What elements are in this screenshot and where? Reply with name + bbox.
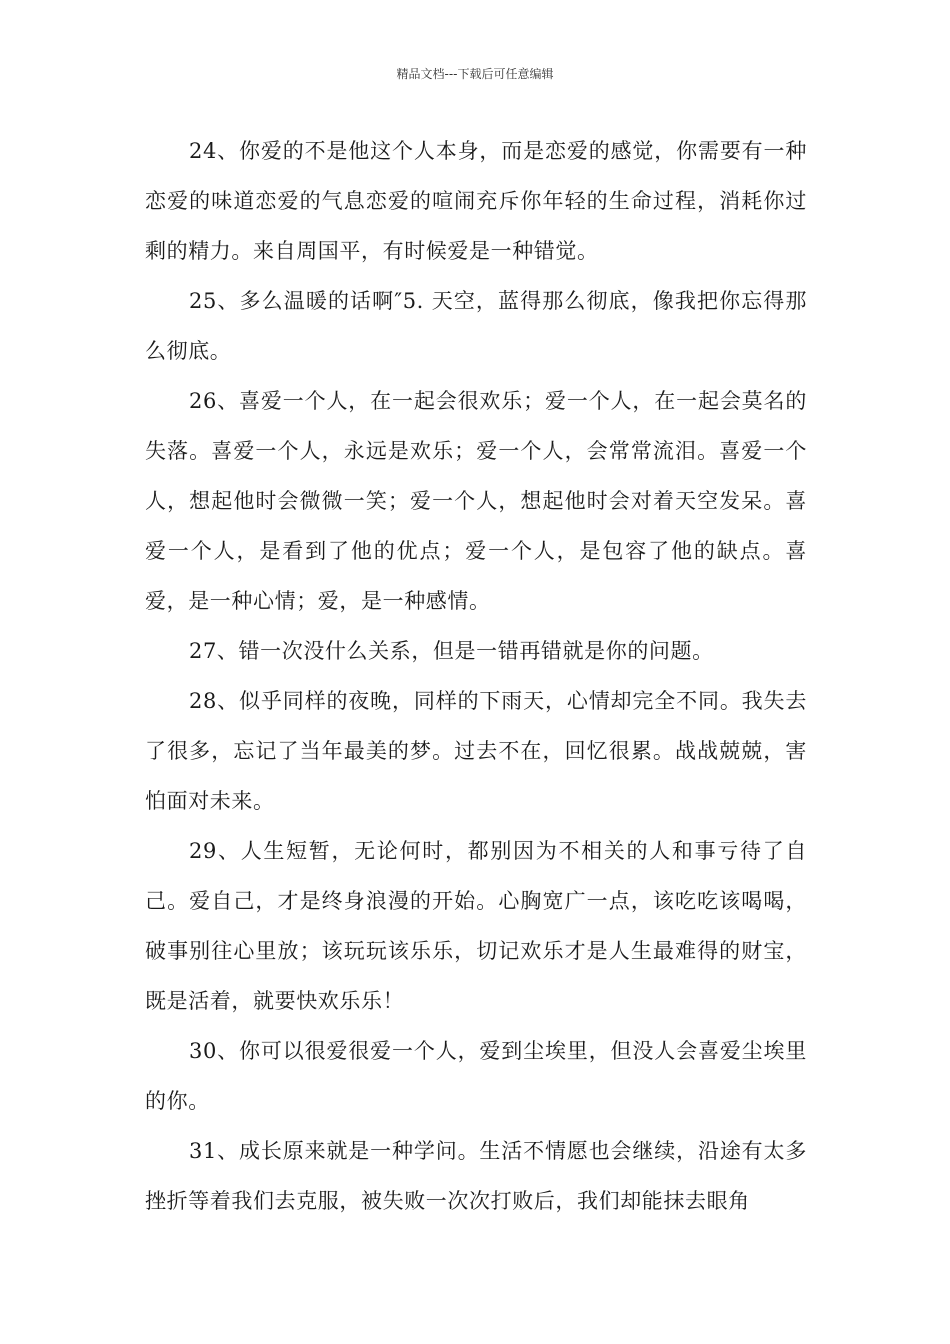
paragraph-31: 31、成长原来就是一种学问。生活不情愿也会继续，沿途有太多挫折等着我们去克服，被失败一次次打败后，我们却能抹去眼角 [145,1139,807,1213]
paragraph-24: 24、你爱的不是他这个人本身，而是恋爱的感觉，你需要有一种恋爱的味道恋爱的气息恋爱的喧闹充斥你年轻的生命过程，消耗你过剩的精力。来自周国平，有时候爱是一种错觉。 [145,139,807,263]
document-body [145,126,807,1226]
paragraph-30: 30、你可以很爱很爱一个人，爱到尘埃里，但没人会喜爱尘埃里的你。 [145,1039,807,1113]
paragraph-29: 29、人生短暂，无论何时，都别因为不相关的人和事亏待了自己。爱自己，才是终身浪漫的开始。心胸宽广一点，该吃吃该喝喝，破事别往心里放；该玩玩该乐乐，切记欢乐才是人生最难得的财宝，既是活着，就要快欢乐乐！ [145,839,807,1013]
paragraph-25: 25、多么温暖的话啊″5. 天空，蓝得那么彻底，像我把你忘得那么彻底。 [145,289,807,363]
paragraph-27: 27、错一次没什么关系，但是一错再错就是你的问题。 [189,639,714,663]
page-header: 精品文档---下载后可任意编辑 [396,67,554,81]
paragraph-26: 26、喜爱一个人，在一起会很欢乐；爱一个人，在一起会莫名的失落。喜爱一个人，永远是欢乐；爱一个人，会常常流泪。喜爱一个人，想起他时会微微一笑；爱一个人，想起他时会对着天空发呆。喜爱一个人，是看到了他的优点；爱一个人，是包容了他的缺点。喜爱，是一种心情；爱，是一种感情。 [145,389,807,613]
paragraph-28: 28、似乎同样的夜晚，同样的下雨天，心情却完全不同。我失去了很多，忘记了当年最美的梦。过去不在，回忆很累。战战兢兢，害怕面对未来。 [145,689,807,813]
